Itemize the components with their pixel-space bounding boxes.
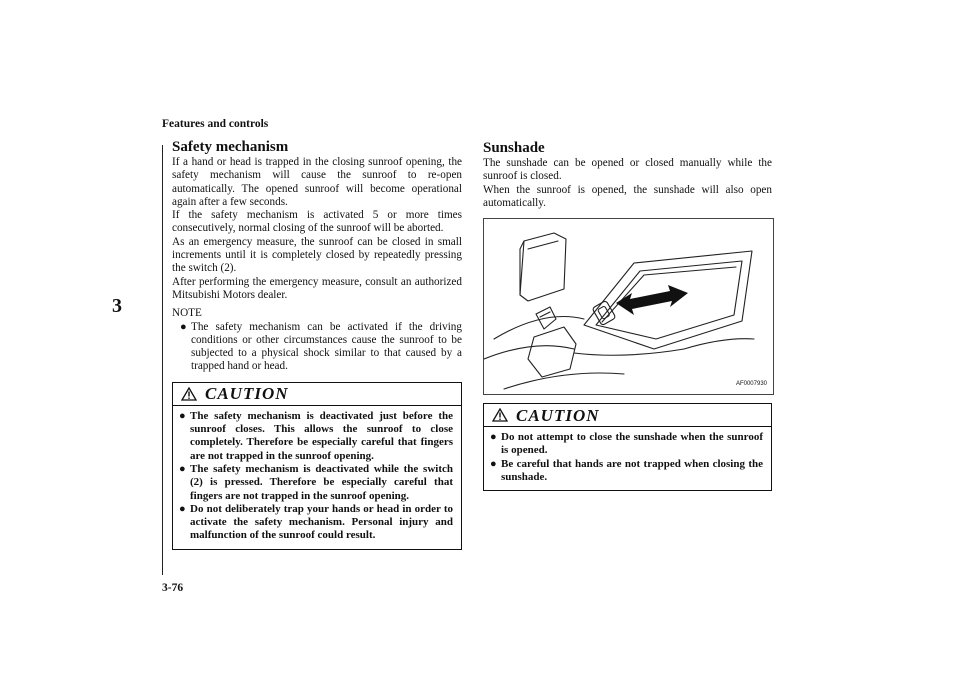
figure-code: AF0007930 (735, 380, 767, 387)
note-label: NOTE (172, 307, 202, 320)
caution-body (173, 406, 461, 549)
caution-box (483, 403, 772, 491)
caution-body (484, 427, 771, 490)
bullet-icon: ● (179, 502, 186, 515)
chapter-number: 3 (112, 295, 122, 317)
paragraph: As an emergency measure, the sunroof can be closed in small increments until it is completely closed by repeatedly pressing the switch (2). (172, 235, 462, 275)
section-header: Features and controls (162, 118, 269, 130)
paragraph: The sunshade can be opened or closed manually while the sunroof is closed. (483, 157, 772, 183)
caution-title: CAUTION (516, 405, 600, 425)
note-item (172, 321, 462, 374)
sunshade-illustration (483, 218, 774, 395)
paragraph: If the safety mechanism is activated 5 or more times consecutively, normal closing of the sunroof will be aborted. (172, 209, 462, 235)
paragraph: After performing the emergency measure, consult an authorized Mitsubishi Motors dealer. (172, 275, 462, 301)
paragraph: If a hand or head is trapped in the closing sunroof opening, the safety mechanism will cause the sunroof to re-open automatically. The opened sunroof will become operational again after a few seconds. (172, 156, 462, 208)
caution-item (179, 410, 453, 463)
caution-item (179, 503, 453, 543)
paragraph: When the sunroof is opened, the sunshade will also open automatically. (483, 183, 772, 209)
bullet-icon: ● (490, 431, 497, 444)
bullet-icon: ● (490, 457, 497, 470)
caution-item (179, 463, 453, 503)
caution-text: Do not attempt to close the sunshade when the sunroof is opened. (501, 431, 763, 457)
left-column (172, 138, 462, 550)
warning-triangle-icon (181, 387, 197, 401)
caution-item (490, 458, 763, 485)
right-column (483, 138, 772, 491)
heading-safety-mechanism: Safety mechanism (172, 139, 289, 155)
caution-header (484, 404, 771, 427)
caution-text: The safety mechanism is deactivated just before the sunroof closes. This allows the sunroof to close completely. Therefore be especially careful that fingers are not trapped in the sunroof opening. (190, 409, 453, 462)
note-text: The safety mechanism can be activated if the driving conditions or other circumstances cause the sunroof to be subjected to a physical shock similar to that caused by a trapped hand or head. (191, 320, 462, 373)
sunroof-interior-drawing (484, 219, 773, 394)
bullet-icon: ● (179, 462, 186, 475)
caution-box (172, 382, 462, 550)
page-number: 3-76 (162, 582, 184, 594)
caution-item (490, 431, 763, 458)
caution-text: Be careful that hands are not trapped when closing the sunshade. (501, 457, 763, 484)
heading-sunshade: Sunshade (483, 140, 545, 156)
caution-text: The safety mechanism is deactivated while the switch (2) is pressed. Therefore be especially careful that fingers are not trapped in the sunroof opening. (190, 462, 453, 502)
caution-title: CAUTION (205, 384, 289, 404)
warning-triangle-icon (492, 408, 508, 422)
caution-text: Do not deliberately trap your hands or head in order to activate the safety mechanism. Personal injury and malfunction of the sunroof could result. (190, 502, 453, 542)
bullet-icon: ● (179, 409, 186, 422)
caution-header (173, 383, 461, 406)
margin-rule (162, 145, 163, 575)
bullet-icon: ● (180, 320, 187, 333)
